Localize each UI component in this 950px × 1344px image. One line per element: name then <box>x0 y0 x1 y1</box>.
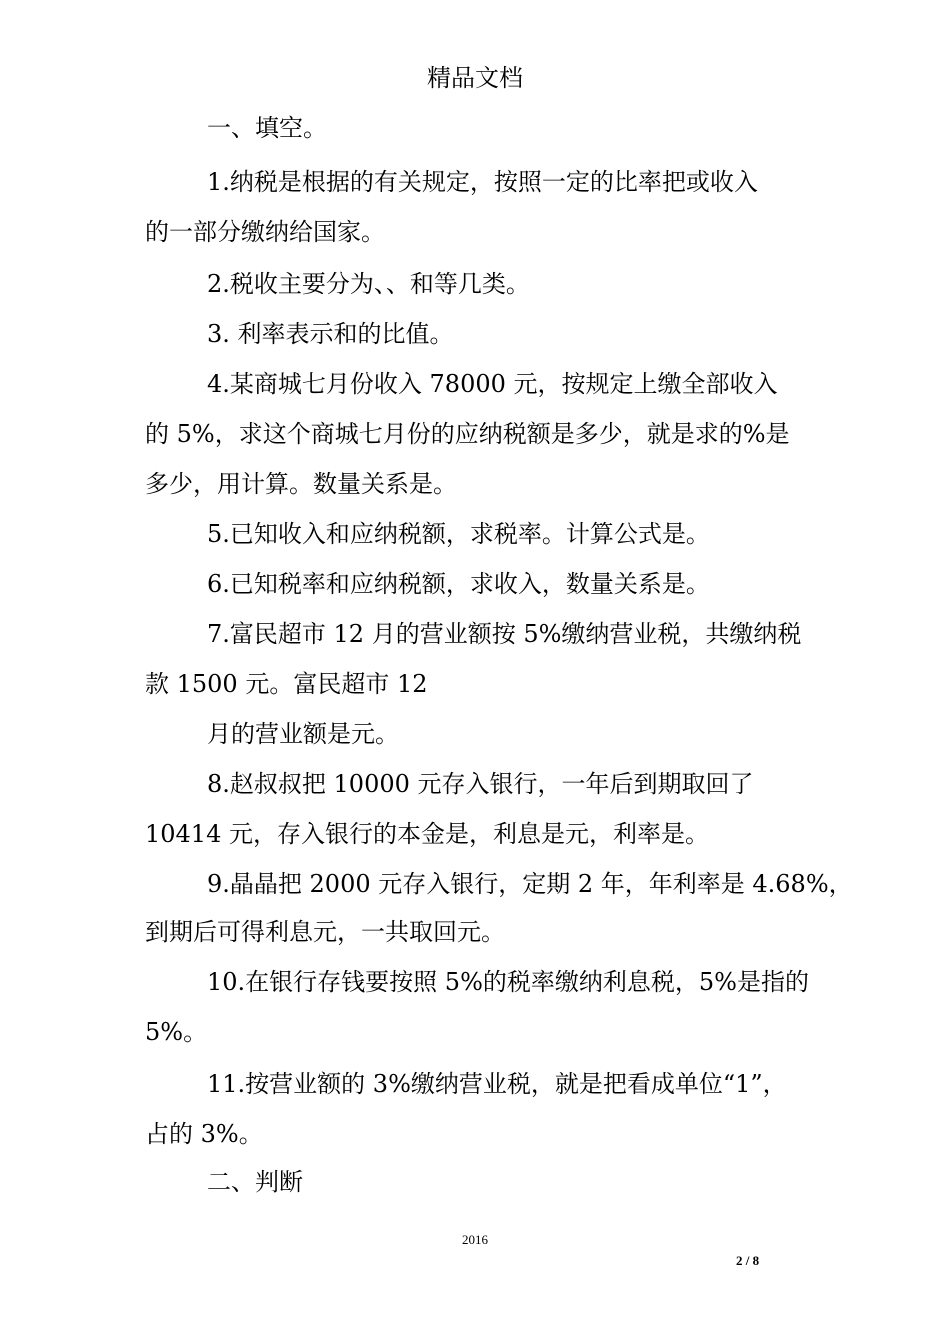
question-4-line-2: 的 5%，求这个商城七月份的应纳税额是多少，就是求的%是 <box>145 420 790 448</box>
question-6: 6.已知税率和应纳税额，求收入，数量关系是。 <box>207 570 710 598</box>
question-7-line-3: 月的营业额是元。 <box>207 720 399 748</box>
question-10-line-1: 10.在银行存钱要按照 5%的税率缴纳利息税，5%是指的 <box>207 968 809 996</box>
footer-year: 2016 <box>462 1232 488 1247</box>
question-11-line-1: 11.按营业额的 3%缴纳营业税，就是把看成单位“1”， <box>207 1070 787 1098</box>
question-7-line-1: 7.富民超市 12 月的营业额按 5%缴纳营业税，共缴纳税 <box>207 620 802 648</box>
question-1-line-1: 1.纳税是根据的有关规定，按照一定的比率把或收入 <box>207 168 758 196</box>
question-7-line-2: 款 1500 元。富民超市 12 <box>145 670 428 698</box>
question-10-line-2: 5%。 <box>145 1018 208 1046</box>
question-2: 2.税收主要分为、、和等几类。 <box>207 270 530 298</box>
question-8-line-1: 8.赵叔叔把 10000 元存入银行，一年后到期取回了 <box>207 770 754 798</box>
question-11-line-2: 占的 3%。 <box>145 1120 263 1148</box>
question-1-line-2: 的一部分缴纳给国家。 <box>145 218 385 246</box>
page-number: 2 / 8 <box>736 1253 760 1268</box>
question-3: 3. 利率表示和的比值。 <box>207 320 454 348</box>
question-8-line-2: 10414 元，存入银行的本金是，利息是元，利率是。 <box>145 820 709 848</box>
question-5: 5.已知收入和应纳税额，求税率。计算公式是。 <box>207 520 710 548</box>
question-9-line-2: 到期后可得利息元，一共取回元。 <box>145 918 505 946</box>
question-4-line-1: 4.某商城七月份收入 78000 元，按规定上缴全部收入 <box>207 370 778 398</box>
section-heading-judgement: 二、判断 <box>207 1168 303 1196</box>
section-heading-fill-blank: 一、填空。 <box>207 114 327 142</box>
question-9-line-1: 9.晶晶把 2000 元存入银行，定期 2 年，年利率是 4.68%， <box>207 870 853 898</box>
page-header-title: 精品文档 <box>427 64 523 92</box>
question-4-line-3: 多少，用计算。数量关系是。 <box>145 470 457 498</box>
